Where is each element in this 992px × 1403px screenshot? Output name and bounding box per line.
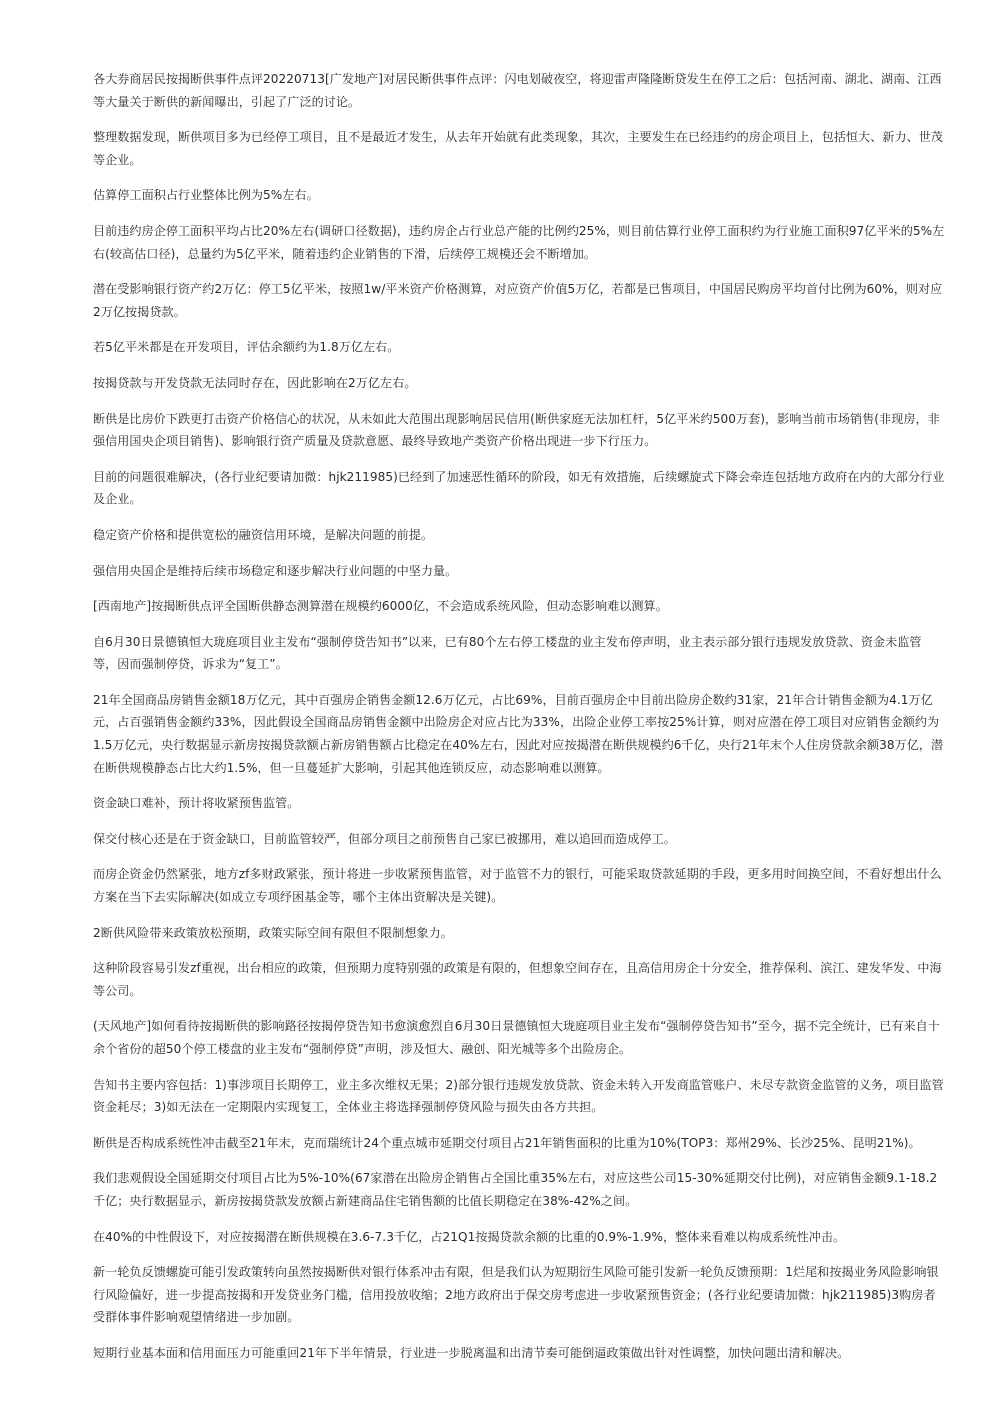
- paragraph-15: 资金缺口难补，预计将收紧预售监管。: [93, 796, 300, 811]
- paragraph-22: 断供是否构成系统性冲击截至21年末，克而瑞统计24个重点城市延期交付项目占21年销售面积的比重为10%(TOP3：郑州29%、长沙25%、昆明21%)。: [93, 1135, 921, 1150]
- paragraph-23: 我们悲观假设全国延期交付项目占比为5%-10%(67家潜在出险房企销售占全国比重35%左右，对应这些公司15-30%延期交付比例)，对应销售金额9.1-18.2千亿；央行数据显示，新房按揭贷款发放额占新建商品住宅销售额的比值长期稳定在38%-42%之间。: [93, 1171, 938, 1208]
- paragraph-10: 稳定资产价格和提供宽松的融资信用环境，是解决问题的前提。: [93, 527, 434, 542]
- paragraph-19: 这种阶段容易引发zf重视，出台相应的政策，但预期力度特别强的政策是有限的，但想象空间存在，且高信用房企十分安全，推荐保利、滨江、建发华发、中海等公司。: [93, 961, 942, 998]
- paragraph-7: 按揭贷款与开发贷款无法同时存在，因此影响在2万亿左右。: [93, 375, 417, 390]
- paragraph-24: 在40%的中性假设下，对应按揭潜在断供规模在3.6-7.3千亿，占21Q1按揭贷款余额的比重的0.9%-1.9%，整体来看难以构成系统性冲击。: [93, 1229, 846, 1244]
- paragraph-25: 新一轮负反馈螺旋可能引发政策转向虽然按揭断供对银行体系冲击有限，但是我们认为短期衍生风险可能引发新一轮负反馈预期：1烂尾和按揭业务风险影响银行风险偏好，进一步提高按揭和开发贷业务门槛，信用投放收缩；2地方政府出于保交房考虑进一步收紧预售资金；(各行业纪要请加微：hjk211985)3购房者受群体事件影响观望情绪进一步加剧。: [93, 1265, 939, 1325]
- paragraph-3: 估算停工面积占行业整体比例为5%左右。: [93, 188, 319, 203]
- document-body: [93, 68, 945, 1378]
- paragraph-9: 目前的问题很难解决，(各行业纪要请加微：hjk211985)已经到了加速恶性循环的阶段，如无有效措施，后续螺旋式下降会牵连包括地方政府在内的大部分行业及企业。: [93, 469, 945, 507]
- paragraph-17: 而房企资金仍然紧张，地方zf多财政紧张，预计将进一步收紧预售监管，对于监管不力的银行，可能采取贷款延期的手段，更多用时间换空间，不看好想出什么方案在当下去实际解决(如成立专项纾困基金等，哪个主体出资解决是关键)。: [93, 867, 942, 905]
- paragraph-13: 自6月30日景德镇恒大珑庭项目业主发布“强制停贷告知书”以来，已有80个左右停工楼盘的业主发布停声明，业主表示部分银行违规发放贷款、资金未监管等，因而强制停贷，诉求为“复工”。: [93, 634, 922, 672]
- paragraph-14: 21年全国商品房销售金额18万亿元，其中百强房企销售金额12.6万亿元，占比69%，目前百强房企中目前出险房企数约31家，21年合计销售金额为4.1万亿元，占百强销售金额约33%，因此假设全国商品房销售金额中出险房企对应占比为33%，出险企业停工率按25%计算，则对应潜在停工项目对应销售金额约为1.5万亿元，央行数据显示新房按揭贷款额占新房销售额占比稳定在40%左右，因此对应按揭潜在断供规模约6千亿，央行21年末个人住房贷款余额38万亿，潜在断供规模静态占比大约1.5%，但一旦蔓延扩大影响，引起其他连锁反应，动态影响难以测算。: [93, 692, 944, 775]
- paragraph-1: 各大券商居民按揭断供事件点评20220713[广发地产]对居民断供事件点评：闪电划破夜空，将迎雷声隆隆断贷发生在停工之后：包括河南、湖北、湖南、江西等大量关于断供的新闻曝出，引起了广泛的讨论。: [93, 72, 942, 109]
- paragraph-2: 整理数据发现，断供项目多为已经停工项目，且不是最近才发生，从去年开始就有此类现象，其次，主要发生在已经违约的房企项目上，包括恒大、新力、世茂等企业。: [93, 130, 944, 167]
- paragraph-6: 若5亿平米都是在开发项目，评估余额约为1.8万亿左右。: [93, 340, 400, 355]
- paragraph-26: 短期行业基本面和信用面压力可能重回21年下半年情景，行业进一步脱离温和出清节奏可能倒逼政策做出针对性调整，加快问题出清和解决。: [93, 1345, 850, 1360]
- paragraph-11: 强信用央国企是维持后续市场稳定和逐步解决行业问题的中坚力量。: [93, 563, 458, 578]
- paragraph-12: [西南地产]按揭断供点评全国断供静态测算潜在规模约6000亿，不会造成系统风险，但动态影响难以测算。: [93, 599, 668, 614]
- paragraph-8: 断供是比房价下跌更打击资产价格信心的状况，从未如此大范围出现影响居民信用(断供家庭无法加杠杆，5亿平米约500万套)，影响当前市场销售(非现房，非强信用国央企项目销售)、影响银行资产质量及贷款意愿、最终导致地产类资产价格出现进一步下行压力。: [93, 411, 940, 449]
- paragraph-5: 潜在受影响银行资产约2万亿：停工5亿平米，按照1w/平米资产价格测算，对应资产价值5万亿，若都是已售项目，中国居民购房平均首付比例为60%，则对应2万亿按揭贷款。: [93, 282, 943, 319]
- paragraph-20: (天风地产]如何看待按揭断供的影响路径按揭停贷告知书愈演愈烈自6月30日景德镇恒大珑庭项目业主发布“强制停贷告知书”至今，据不完全统计，已有来自十余个省份的超50个停工楼盘的业主发布“强制停贷”声明，涉及恒大、融创、阳光城等多个出险房企。: [93, 1019, 940, 1056]
- paragraph-18: 2断供风险带来政策放松预期，政策实际空间有限但不限制想象力。: [93, 925, 453, 940]
- paragraph-4: 目前违约房企停工面积平均占比20%左右(调研口径数据)，违约房企占行业总产能的比例约25%，则目前估算行业停工面积约为行业施工面积97亿平米的5%左右(较高估口径)，总量约为5亿平米，随着违约企业销售的下滑，后续停工规模还会不断增加。: [93, 223, 945, 261]
- paragraph-21: 告知书主要内容包括：1)事涉项目长期停工，业主多次维权无果；2)部分银行违规发放贷款、资金未转入开发商监管账户、未尽专款资金监管的义务，项目监管资金耗尽；3)如无法在一定期限内实现复工，全体业主将选择强制停贷风险与损失由各方共担。: [93, 1077, 944, 1115]
- paragraph-16: 保交付核心还是在于资金缺口，目前监管较严，但部分项目之前预售自己家已被挪用，难以追回而造成停工。: [93, 831, 676, 846]
